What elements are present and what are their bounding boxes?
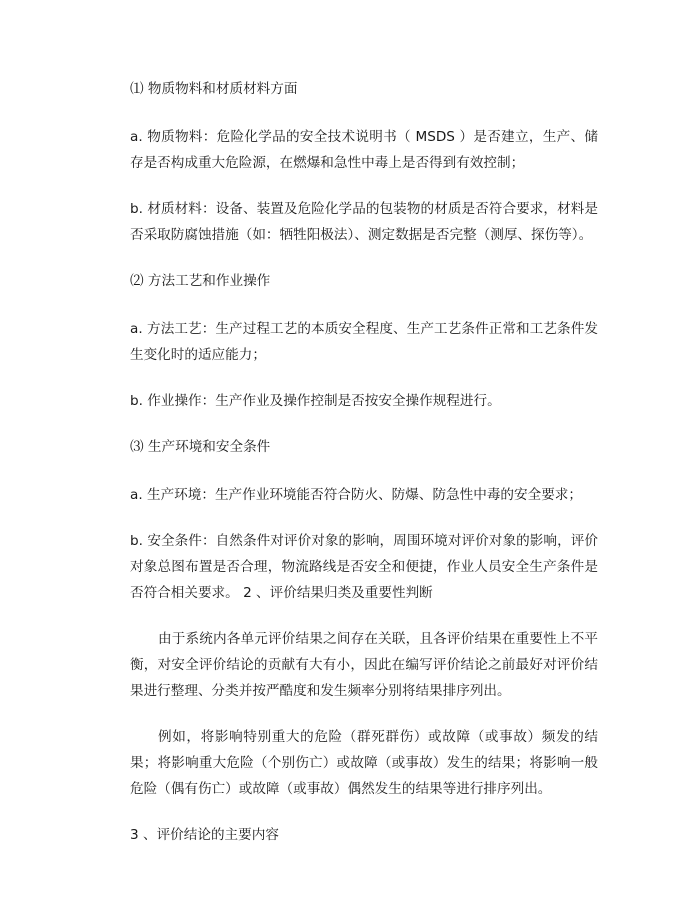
item-material-substances: a. 物质物料：危险化学品的安全技术说明书（ MSDS ）是否建立，生产、储存是否构成重大危险源，在燃爆和急性中毒上是否得到有效控制； [130,129,598,171]
section-heading-materials: ⑴ 物质物料和材质材料方面 [130,81,298,97]
item-safety-conditions: b. 安全条件：自然条件对评价对象的影响，周围环境对评价对象的影响，评价对象总图布置是否合理，物流路线是否安全和便捷，作业人员安全生产条件是否符合相关要求。 2 、评价结果归类及重要性判断 [130,533,598,601]
section-heading-conclusion: 3 、评价结论的主要内容 [130,827,279,843]
paragraph-example: 例如，将影响特别重大的危险（群死群伤）或故障（或事故）频发的结果；将影响重大危险（个别伤亡）或故障（或事故）发生的结果；将影响一般危险（偶有伤亡）或故障（或事故）偶然发生的结果等进行排序列出。 [130,729,598,797]
section-heading-process: ⑵ 方法工艺和作业操作 [130,273,271,289]
item-process-technology: a. 方法工艺：生产过程工艺的本质安全程度、生产工艺条件正常和工艺条件发生变化时的适应能力； [130,321,598,363]
paragraph-result-classification: 由于系统内各单元评价结果之间存在关联，且各评价结果在重要性上不平衡，对安全评价结论的贡献有大有小，因此在编写评价结论之前最好对评价结果进行整理、分类并按严酷度和发生频率分别将结果排序列出。 [130,631,598,699]
section-heading-environment: ⑶ 生产环境和安全条件 [130,439,271,455]
item-work-operation: b. 作业操作：生产作业及操作控制是否按安全操作规程进行。 [130,393,501,409]
item-production-environment: a. 生产环境：生产作业环境能否符合防火、防爆、防急性中毒的安全要求； [130,487,582,503]
document-body [130,76,598,848]
item-material-quality: b. 材质材料：设备、装置及危险化学品的包装物的材质是否符合要求，材料是否采取防腐蚀措施（如：牺牲阳极法）、测定数据是否完整（测厚、探伤等）。 [130,201,598,243]
